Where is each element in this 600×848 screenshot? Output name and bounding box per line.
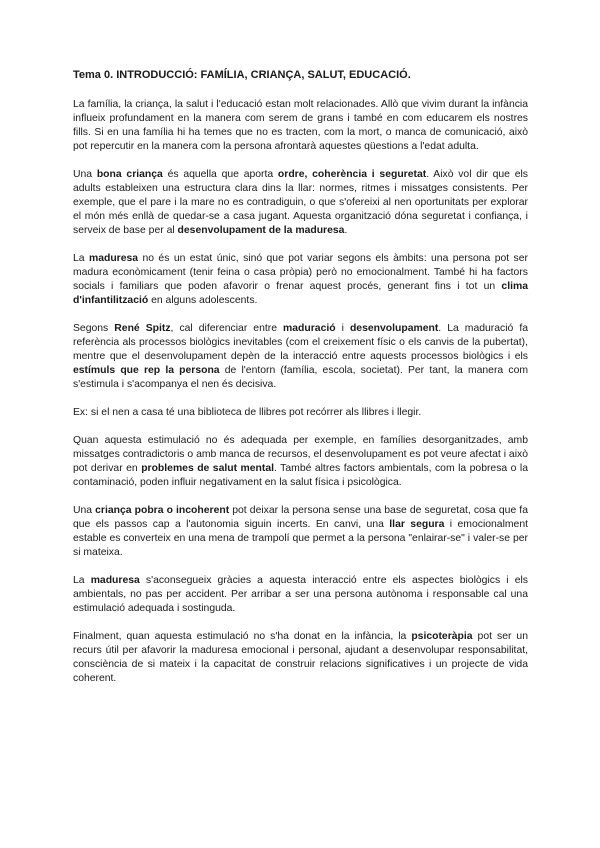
- bold-term: desenvolupament de la maduresa: [177, 225, 345, 236]
- text-run: . Això vol dir que els adults estableixen una estructura clara dins la llar: normes, ritmes i missatges consistents. Per exemple, que el pare i la mare no es contradiguin, o que s'ofereixi al nen oportunitats per explorar el món més enllà de quedar-se a casa jugant. Aquesta organització dóna seguretat i confiança, i serveix de base per al: [73, 169, 528, 236]
- bold-term: clima d'infantilització: [73, 281, 528, 306]
- text-run: Una: [73, 505, 96, 516]
- text-run: s'aconsegueix gràcies a aquesta interacció entre els aspectes biològics i els ambientals, no pas per accident. Per arribar a ser una persona autònoma i responsable cal una estimulació adequada i sostinguda.: [73, 575, 528, 614]
- bold-term: criança pobra o incoherent: [95, 505, 230, 516]
- text-run: pot ser un recurs útil per afavorir la maduresa emocional i personal, ajudant a desenvolupar responsabilitat, consciència de si mateix i la capacitat de construir relacions significatives i un projecte de vida coherent.: [73, 631, 528, 684]
- bold-term: René Spitz: [114, 323, 171, 334]
- text-run: La família, la criança, la salut i l'educació estan molt relacionades. Allò que vivim durant la infància influeix profundament en la manera com serem de grans i també en com educarem els nostres fills. Si en una família hi ha temes que no es tracten, com la mort, o manca de comunicació, això pot repercutir en la manera com la persona afrontarà aquestes qüestions a l'edat adulta.: [73, 99, 528, 152]
- text-run: Finalment, quan aquesta estimulació no s'ha donat en la infància, la: [73, 631, 412, 642]
- text-run: Quan aquesta estimulació no és adequada per exemple, en famílies desorganitzades, amb missatges contradictoris o amb manca de recursos, el desenvolupament es pot veure afectat i això pot derivar en: [73, 435, 528, 474]
- text-run: . També altres factors ambientals, com la pobresa o la contaminació, poden influir negativament en la salut física i psicològica.: [73, 463, 528, 488]
- text-run: .: [344, 225, 348, 236]
- text-run: . La maduració fa referència als processos biològics inevitables (com el creixement físic o els canvis de la pubertat), mentre que el desenvolupament depèn de la interacció entre aquests processos biològics i els: [73, 323, 528, 362]
- bold-term: problemes de salut mental: [141, 463, 275, 474]
- text-run: en alguns adolescents.: [148, 295, 258, 306]
- paragraph-8: [73, 574, 528, 616]
- document-page: [73, 68, 528, 700]
- paragraph-5: [73, 406, 528, 420]
- bold-term: bona criança: [96, 169, 163, 180]
- text-run: La: [73, 575, 91, 586]
- bold-term: ordre, coherència i seguretat: [277, 169, 427, 180]
- document-title: Tema 0. INTRODUCCIÓ: FAMÍLIA, CRIANÇA, SALUT, EDUCACIÓ.: [73, 69, 411, 81]
- bold-term: maduresa: [88, 253, 139, 264]
- text-run: , cal diferenciar entre: [170, 323, 284, 334]
- text-run: pot deixar la persona sense una base de seguretat, cosa que fa que els passos cap a l'autonomia siguin incerts. En canvi, una: [73, 505, 528, 530]
- paragraph-9: [73, 630, 528, 686]
- text-run: de l'entorn (família, escola, societat). Per tant, la manera com s'estimula i s'acompanya el nen és decisiva.: [73, 365, 529, 390]
- paragraph-3: [73, 252, 528, 308]
- paragraph-2: [73, 168, 528, 238]
- bold-term: desenvolupament: [349, 323, 439, 334]
- text-run: La: [73, 253, 89, 264]
- text-run: i: [335, 323, 350, 334]
- paragraph-4: [73, 322, 528, 392]
- bold-term: estímuls que rep la persona: [73, 365, 220, 376]
- bold-term: psicoteràpia: [411, 631, 473, 642]
- text-run: i emocionalment estable es converteix en una mena de trampolí que permet a la persona "enlairar-se" i valer-se per si mateixa.: [73, 519, 528, 558]
- document-body: [73, 98, 528, 686]
- paragraph-7: [73, 504, 528, 560]
- text-run: Ex: si el nen a casa té una biblioteca de llibres pot recórrer als llibres i llegir.: [73, 407, 422, 418]
- bold-term: llar segura: [389, 519, 445, 530]
- text-run: Segons: [73, 323, 115, 334]
- text-run: Una: [73, 169, 97, 180]
- bold-term: maduresa: [90, 575, 140, 586]
- text-run: és aquella que aporta: [162, 169, 278, 180]
- paragraph-1: [73, 98, 528, 154]
- paragraph-6: [73, 434, 528, 490]
- bold-term: maduració: [283, 323, 336, 334]
- text-run: no és un estat únic, sinó que pot variar segons els àmbits: una persona pot ser madura econòmicament (tenir feina o casa pròpia) però no emocionalment. També hi ha factors socials i familiars que poden afavorir o frenar aquest procés, generant fins i tot un: [73, 253, 528, 292]
